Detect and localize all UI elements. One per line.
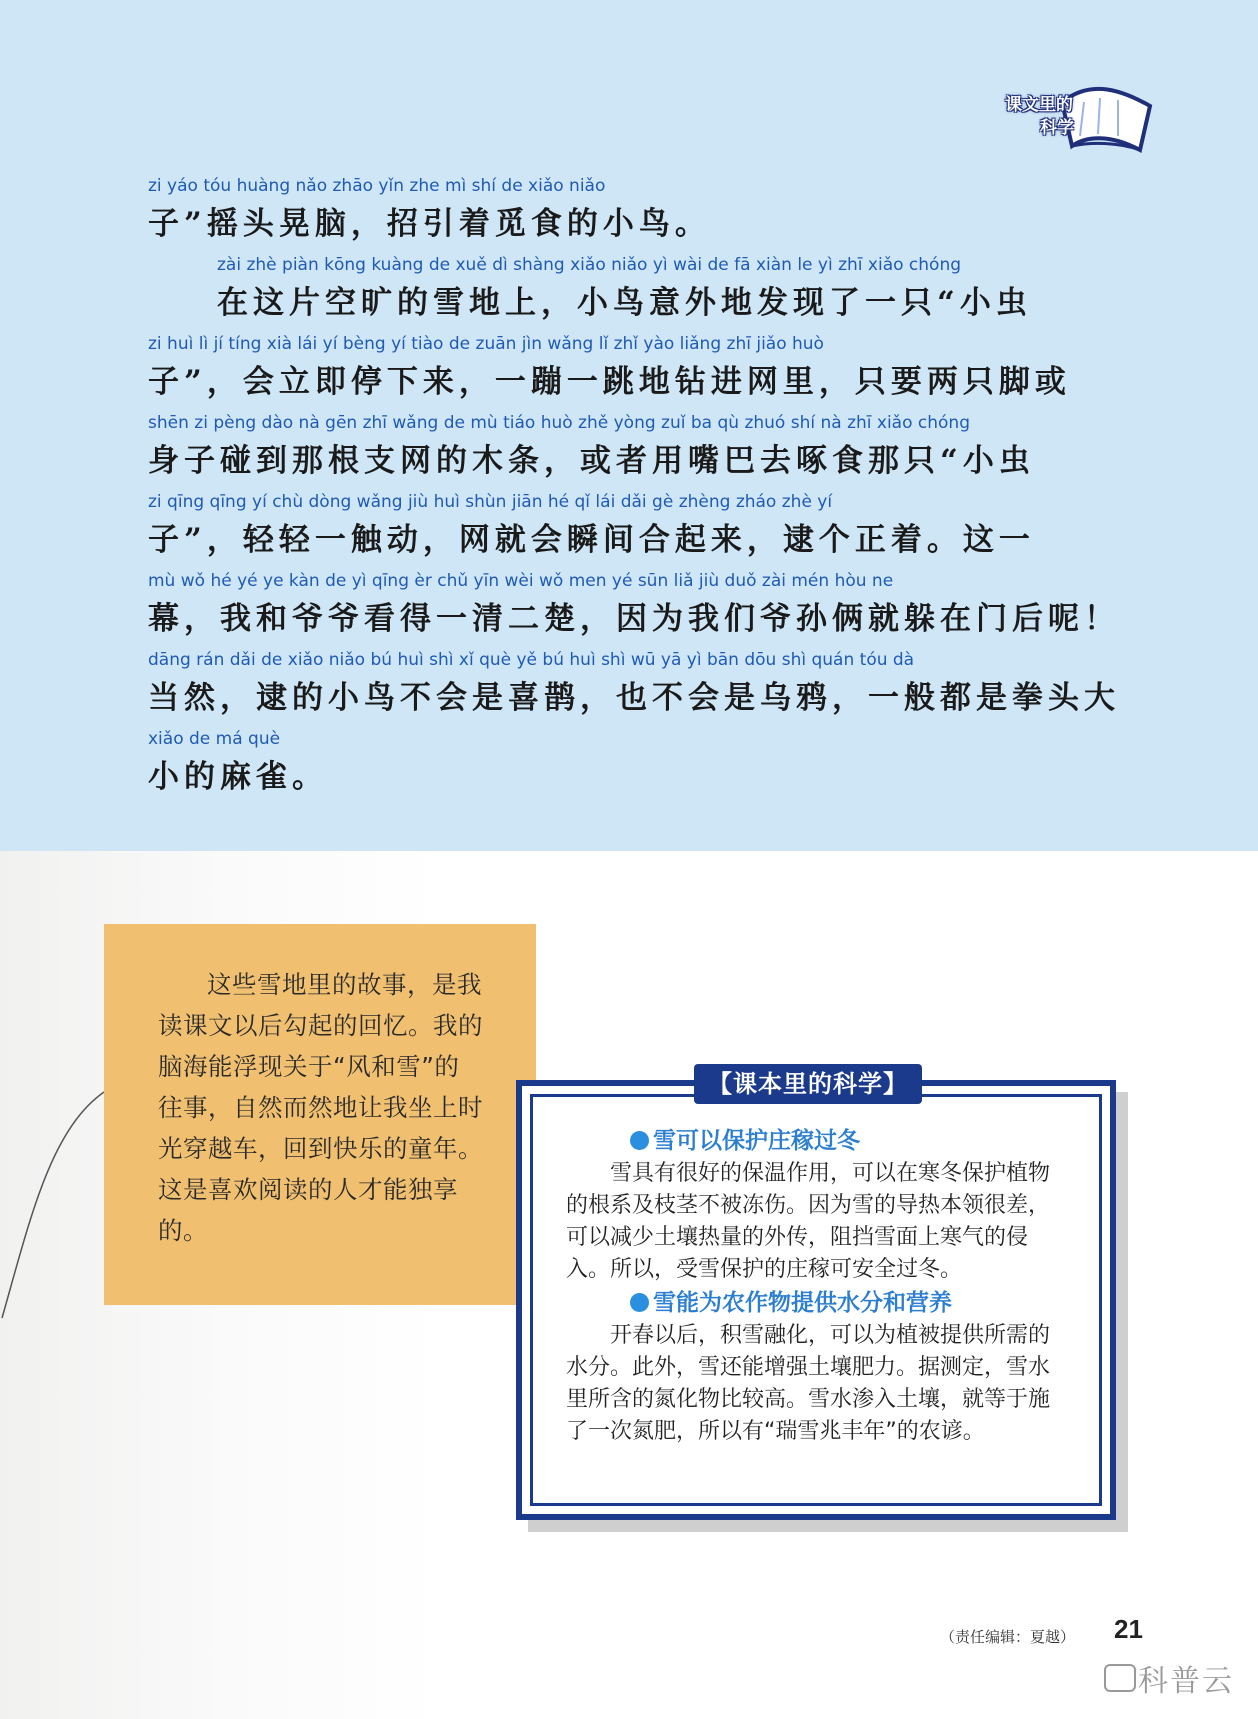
- story-line: [148, 255, 1094, 334]
- bullet-dot-icon: [630, 1131, 649, 1150]
- pinyin-story: [148, 176, 1120, 808]
- hanzi-text: 在这片空旷的雪地上，小鸟意外地发现了一只“小虫: [217, 285, 1032, 321]
- story-line: [148, 413, 1094, 492]
- watermark: 科普云: [1138, 1664, 1234, 1699]
- science-heading-text: 雪能为农作物提供水分和营养: [653, 1289, 952, 1316]
- pinyin-text: zi qīng qīng yí chù dòng wǎng jiù huì shùn jiān hé qǐ lái dǎi gè zhèng zháo zhè yí: [148, 492, 833, 512]
- reflection-note-text: 这些雪地里的故事，是我读课文以后勾起的回忆。我的脑海能浮现关于“风和雪”的往事，自然而然地让我坐上时光穿越车，回到快乐的童年。这是喜欢阅读的人才能独享的。: [158, 970, 483, 1245]
- hanzi-text: 幕，我和爷爷看得一清二楚，因为我们爷孙俩就躲在门后呢！: [148, 601, 1120, 637]
- badge-title: 课文里的: [1005, 95, 1073, 115]
- pinyin-text: zi yáo tóu huàng nǎo zhāo yǐn zhe mì shí de xiǎo niǎo: [148, 176, 606, 196]
- science-paragraph: 开春以后，积雪融化，可以为植被提供所需的水分。此外，雪还能增强土壤肥力。据测定，雪水里所含的氮化物比较高。雪水渗入土壤，就等于施了一次氮肥，所以有“瑞雪兆丰年”的农谚。: [566, 1323, 1051, 1444]
- hanzi-text: 子”，轻轻一触动，网就会瞬间合起来，逮个正着。这一: [148, 522, 1035, 558]
- pinyin-text: zi huì lì jí tíng xià lái yí bèng yí tiào de zuān jìn wǎng lǐ zhǐ yào liǎng zhī jiǎo huò: [148, 334, 824, 354]
- hanzi-text: 小的麻雀。: [148, 759, 328, 795]
- pinyin-text: shēn zi pèng dào nà gēn zhī wǎng de mù tiáo huò zhě yòng zuǐ ba qù zhuó shí nà zhī xiǎo chóng: [148, 413, 970, 433]
- hanzi-text: 身子碰到那根支网的木条，或者用嘴巴去啄食那只“小虫: [148, 443, 1035, 479]
- page-number: 21: [1114, 1614, 1143, 1644]
- story-line: [148, 492, 1094, 571]
- editor-credit: （责任编辑：夏越）: [940, 1628, 1076, 1646]
- badge-subtitle: 科学: [1040, 118, 1074, 138]
- hanzi-text: 子”摇头晃脑，招引着觅食的小鸟。: [148, 206, 711, 242]
- hanzi-text: 当然，逮的小鸟不会是喜鹊，也不会是乌鸦，一般都是拳头大: [148, 680, 1120, 716]
- pinyin-text: mù wǒ hé yé ye kàn de yì qīng èr chǔ yīn wèi wǒ men yé sūn liǎ jiù duǒ zài mén hòu ne: [148, 571, 894, 591]
- science-paragraph: 雪具有很好的保温作用，可以在寒冬保护植物的根系及枝茎不被冻伤。因为雪的导热本领很差，可以减少土壤热量的外传，阻挡雪面上寒气的侵入。所以，受雪保护的庄稼可安全过冬。: [566, 1161, 1051, 1282]
- story-line: [148, 176, 1094, 255]
- story-line: [148, 334, 1094, 413]
- reflection-note: [104, 924, 536, 1305]
- decorative-swoosh: [0, 1090, 110, 1320]
- science-heading: [566, 1124, 1066, 1158]
- watermark-logo-icon: [1104, 1664, 1136, 1692]
- science-heading: [566, 1286, 1066, 1320]
- pinyin-text: xiǎo de má què: [148, 729, 281, 749]
- bullet-dot-icon: [630, 1293, 649, 1312]
- story-line: [148, 729, 1094, 808]
- science-heading-text: 雪可以保护庄稼过冬: [653, 1127, 860, 1154]
- story-line: [148, 650, 1120, 729]
- pinyin-text: dāng rán dǎi de xiǎo niǎo bú huì shì xǐ què yě bú huì shì wū yā yì bān dōu shì quán tóu dà: [148, 650, 915, 670]
- science-box-title: 【课本里的科学】: [694, 1064, 922, 1104]
- story-line: [148, 571, 1120, 650]
- hanzi-text: 子”，会立即停下来，一蹦一跳地钻进网里，只要两只脚或: [148, 364, 1071, 400]
- pinyin-text: zài zhè piàn kōng kuàng de xuě dì shàng xiǎo niǎo yì wài de fā xiàn le yì zhī xiǎo chóng: [217, 255, 962, 275]
- science-box-content: [566, 1124, 1066, 1448]
- open-book-icon: [1000, 72, 1160, 164]
